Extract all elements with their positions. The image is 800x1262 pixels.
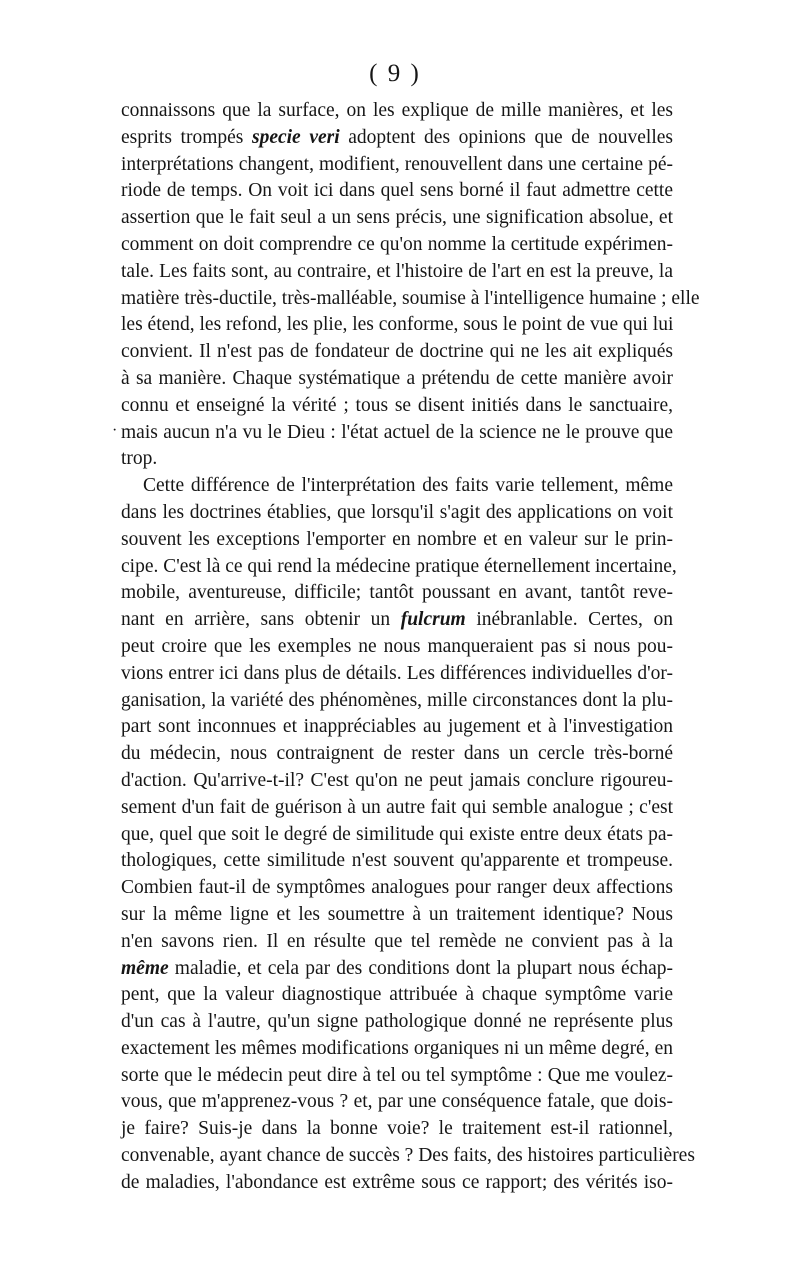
- text-line: cipe. C'est là ce qui rend la médecine pratique éternellement incertaine,: [121, 555, 677, 577]
- italic-term: fulcrum: [400, 609, 466, 631]
- text-line: matière très-ductile, très-malléable, soumise à l'intelligence humaine ; elle: [121, 287, 700, 309]
- text-line: riode de temps. On voit ici dans quel sens borné il faut admettre cette: [121, 180, 673, 202]
- text-line: du médecin, nous contraignent de rester dans un cercle très-borné: [121, 743, 673, 765]
- text-line: même maladie, et cela par des conditions dont la plupart nous échap-: [121, 957, 673, 979]
- text-line: les étend, les refond, les plie, les conforme, sous le point de vue qui lui: [121, 314, 674, 336]
- text-line: mobile, aventureuse, difficile; tantôt poussant en avant, tantôt reve-: [121, 582, 673, 604]
- text-line: ganisation, la variété des phénomènes, mille circonstances dont la plu-: [121, 689, 673, 711]
- text-line: souvent les exceptions l'emporter en nombre et en valeur sur le prin-: [121, 528, 673, 550]
- text-line: comment on doit comprendre ce qu'on nomme la certitude expérimen-: [121, 233, 673, 255]
- text-line: je faire? Suis-je dans la bonne voie? le traitement est-il rationnel,: [121, 1118, 673, 1140]
- text-line: trop.: [121, 448, 158, 470]
- text-line: assertion que le fait seul a un sens précis, une signification absolue, et: [121, 207, 673, 229]
- text-line: vions entrer ici dans plus de détails. Les différences individuelles d'or-: [121, 662, 673, 684]
- italic-term: même: [121, 957, 169, 979]
- text-line: convient. Il n'est pas de fondateur de doctrine qui ne les ait expliqués: [121, 341, 673, 363]
- text-line: mais aucun n'a vu le Dieu : l'état actuel de la science ne le prouve que: [121, 421, 673, 443]
- text-line: thologiques, cette similitude n'est souvent qu'apparente et trompeuse.: [121, 850, 673, 872]
- text-line: à sa manière. Chaque systématique a prétendu de cette manière avoir: [121, 367, 673, 389]
- body-text: [121, 98, 700, 1197]
- text-line: connaissons que la surface, on les explique de mille manières, et les: [121, 100, 673, 121]
- text-line: interprétations changent, modifient, renouvellent dans une certaine pé-: [121, 153, 673, 175]
- text-line: d'un cas à l'autre, qu'un signe pathologique donné ne représente plus: [121, 1011, 673, 1033]
- text-line: sur la même ligne et les soumettre à un traitement identique? Nous: [121, 903, 673, 925]
- text-line: part sont inconnues et inappréciables au jugement et à l'investigation: [121, 716, 673, 738]
- page-number: ( 9 ): [369, 60, 421, 87]
- text-line: sement d'un fait de guérison à un autre fait qui semble analogue ; c'est: [121, 796, 673, 818]
- text-line: esprits trompés specie veri adoptent des opinions que de nouvelles: [121, 126, 674, 148]
- text-line: Cette différence de l'interprétation des faits varie tellement, même: [143, 475, 673, 497]
- text-line: d'action. Qu'arrive-t-il? C'est qu'on ne peut jamais conclure rigoureu-: [121, 769, 673, 791]
- text-line: pent, que la valeur diagnostique attribuée à chaque symptôme varie: [121, 984, 673, 1006]
- text-line: peut croire que les exemples ne nous manqueraient pas si nous pou-: [121, 635, 673, 657]
- text-line: dans les doctrines établies, que lorsqu'il s'agit des applications on voit: [121, 501, 673, 523]
- text-line: exactement les mêmes modifications organiques ni un même degré, en: [121, 1037, 673, 1059]
- text-line: vous, que m'apprenez-vous ? et, par une conséquence fatale, que dois-: [121, 1091, 673, 1113]
- text-line: de maladies, l'abondance est extrême sous ce rapport; des vérités iso-: [121, 1171, 673, 1193]
- text-line: n'en savons rien. Il en résulte que tel remède ne convient pas à la: [121, 930, 673, 952]
- margin-mark: ·: [112, 422, 118, 439]
- text-line: nant en arrière, sans obtenir un fulcrum inébranlable. Certes, on: [121, 609, 673, 631]
- text-line: que, quel que soit le degré de similitude qui existe entre deux états pa-: [121, 823, 673, 845]
- text-line: tale. Les faits sont, au contraire, et l'histoire de l'art en est la preuve, la: [121, 260, 673, 282]
- text-line: Combien faut-il de symptômes analogues pour ranger deux affections: [121, 877, 673, 899]
- italic-term: specie veri: [251, 126, 340, 148]
- text-line: connu et enseigné la vérité ; tous se disent initiés dans le sanctuaire,: [121, 394, 673, 416]
- text-line: sorte que le médecin peut dire à tel ou tel symptôme : Que me voulez-: [121, 1064, 673, 1086]
- text-line: convenable, ayant chance de succès ? Des faits, des histoires particulières: [121, 1145, 695, 1167]
